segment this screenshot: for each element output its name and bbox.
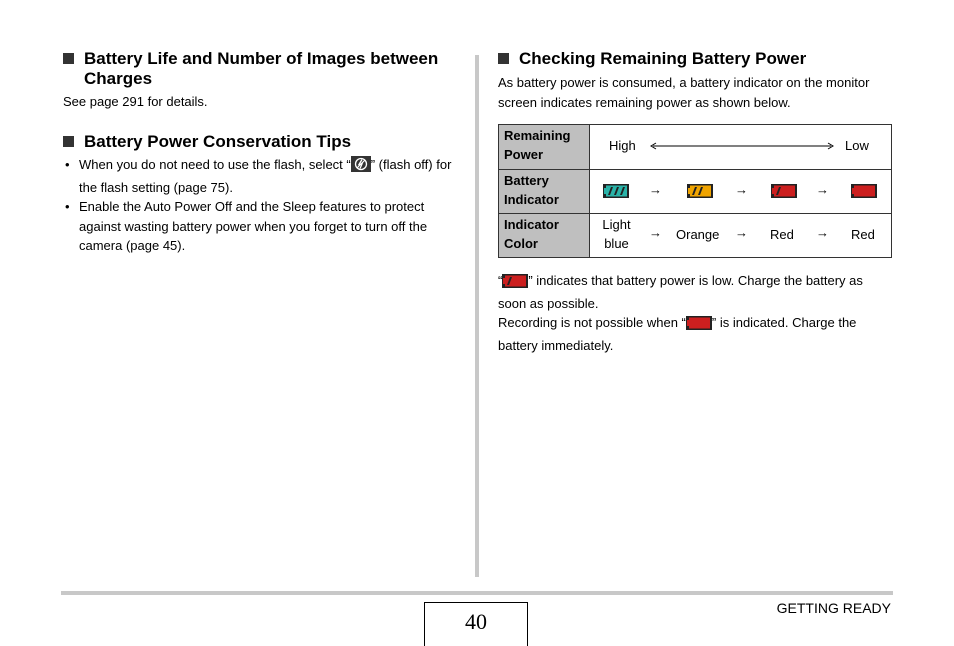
arrow-5: →	[735, 225, 748, 240]
tips-list	[63, 155, 458, 256]
tip-flash-off-pre: When you do not need to use the flash, select “	[79, 157, 351, 172]
section-title: GETTING READY	[776, 600, 891, 616]
note2-pre: Recording is not possible when “	[498, 315, 686, 330]
heading-checking-battery	[498, 49, 898, 69]
row-header-remaining-power: Remaining Power	[499, 125, 590, 169]
color-light-blue: Light blue	[602, 217, 631, 251]
note1-text: ” indicates that battery power is low. Charge the battery as soon as possible.	[498, 273, 863, 311]
tip-flash-off-post: ” (flash off) for the flash setting (page 75).	[79, 157, 452, 195]
note2-text: ” is indicated. Charge the battery immediately.	[498, 315, 857, 353]
battery-level-0-icon	[851, 184, 877, 203]
battery-level-1-icon	[771, 184, 797, 203]
battery-low-icon	[502, 274, 528, 294]
color-red-2: Red	[851, 227, 875, 242]
heading-conservation-tips-text: Battery Power Conservation Tips	[84, 132, 352, 151]
arrow-3: →	[816, 182, 829, 197]
note1-open-quote: “	[498, 273, 503, 288]
square-bullet-icon	[63, 136, 74, 147]
square-bullet-icon	[63, 53, 74, 64]
heading-conservation-tips	[63, 132, 463, 152]
arrow-2: →	[735, 182, 748, 197]
heading-battery-life-text: Battery Life and Number of Images between Charges	[84, 49, 439, 88]
high-to-low-arrow	[649, 139, 835, 158]
heading-battery-life	[63, 49, 463, 89]
remaining-high: High	[609, 138, 636, 153]
row-header-battery-indicator: Battery Indicator	[499, 170, 590, 213]
square-bullet-icon	[498, 53, 509, 64]
battery-table	[498, 124, 892, 258]
battery-level-3-icon	[603, 184, 629, 203]
remaining-low: Low	[845, 138, 869, 153]
low-battery-note	[498, 271, 894, 355]
row-header-indicator-color: Indicator Color	[499, 214, 590, 257]
battery-level-2-icon	[687, 184, 713, 203]
intro-text: As battery power is consumed, a battery indicator on the monitor screen indicates remaining power as shown below.	[498, 75, 870, 110]
tip-flash-off: • When you do not need to use the flash, select “ ” (flash off) for the flash setting (page 75).	[65, 157, 452, 195]
battery-empty-icon	[686, 316, 712, 336]
footer-rule	[61, 591, 893, 595]
heading-checking-battery-text: Checking Remaining Battery Power	[519, 49, 807, 68]
arrow-6: →	[816, 225, 829, 240]
tip-auto-power-off-text: Enable the Auto Power Off and the Sleep features to protect against wasting battery power when you forget to turn off the camera (page 45).	[79, 199, 428, 253]
arrow-1: →	[649, 182, 662, 197]
color-orange: Orange	[676, 227, 720, 242]
page-number: 40	[424, 602, 528, 646]
arrow-4: →	[649, 225, 662, 240]
column-divider	[475, 55, 479, 577]
tip-auto-power-off: • Enable the Auto Power Off and the Sleep features to protect against wasting battery power when you forget to turn off the camera (page 45).	[65, 199, 428, 253]
flash-off-icon	[351, 156, 371, 178]
color-red-1: Red	[770, 227, 794, 242]
see-page-text: See page 291 for details.	[63, 94, 208, 109]
